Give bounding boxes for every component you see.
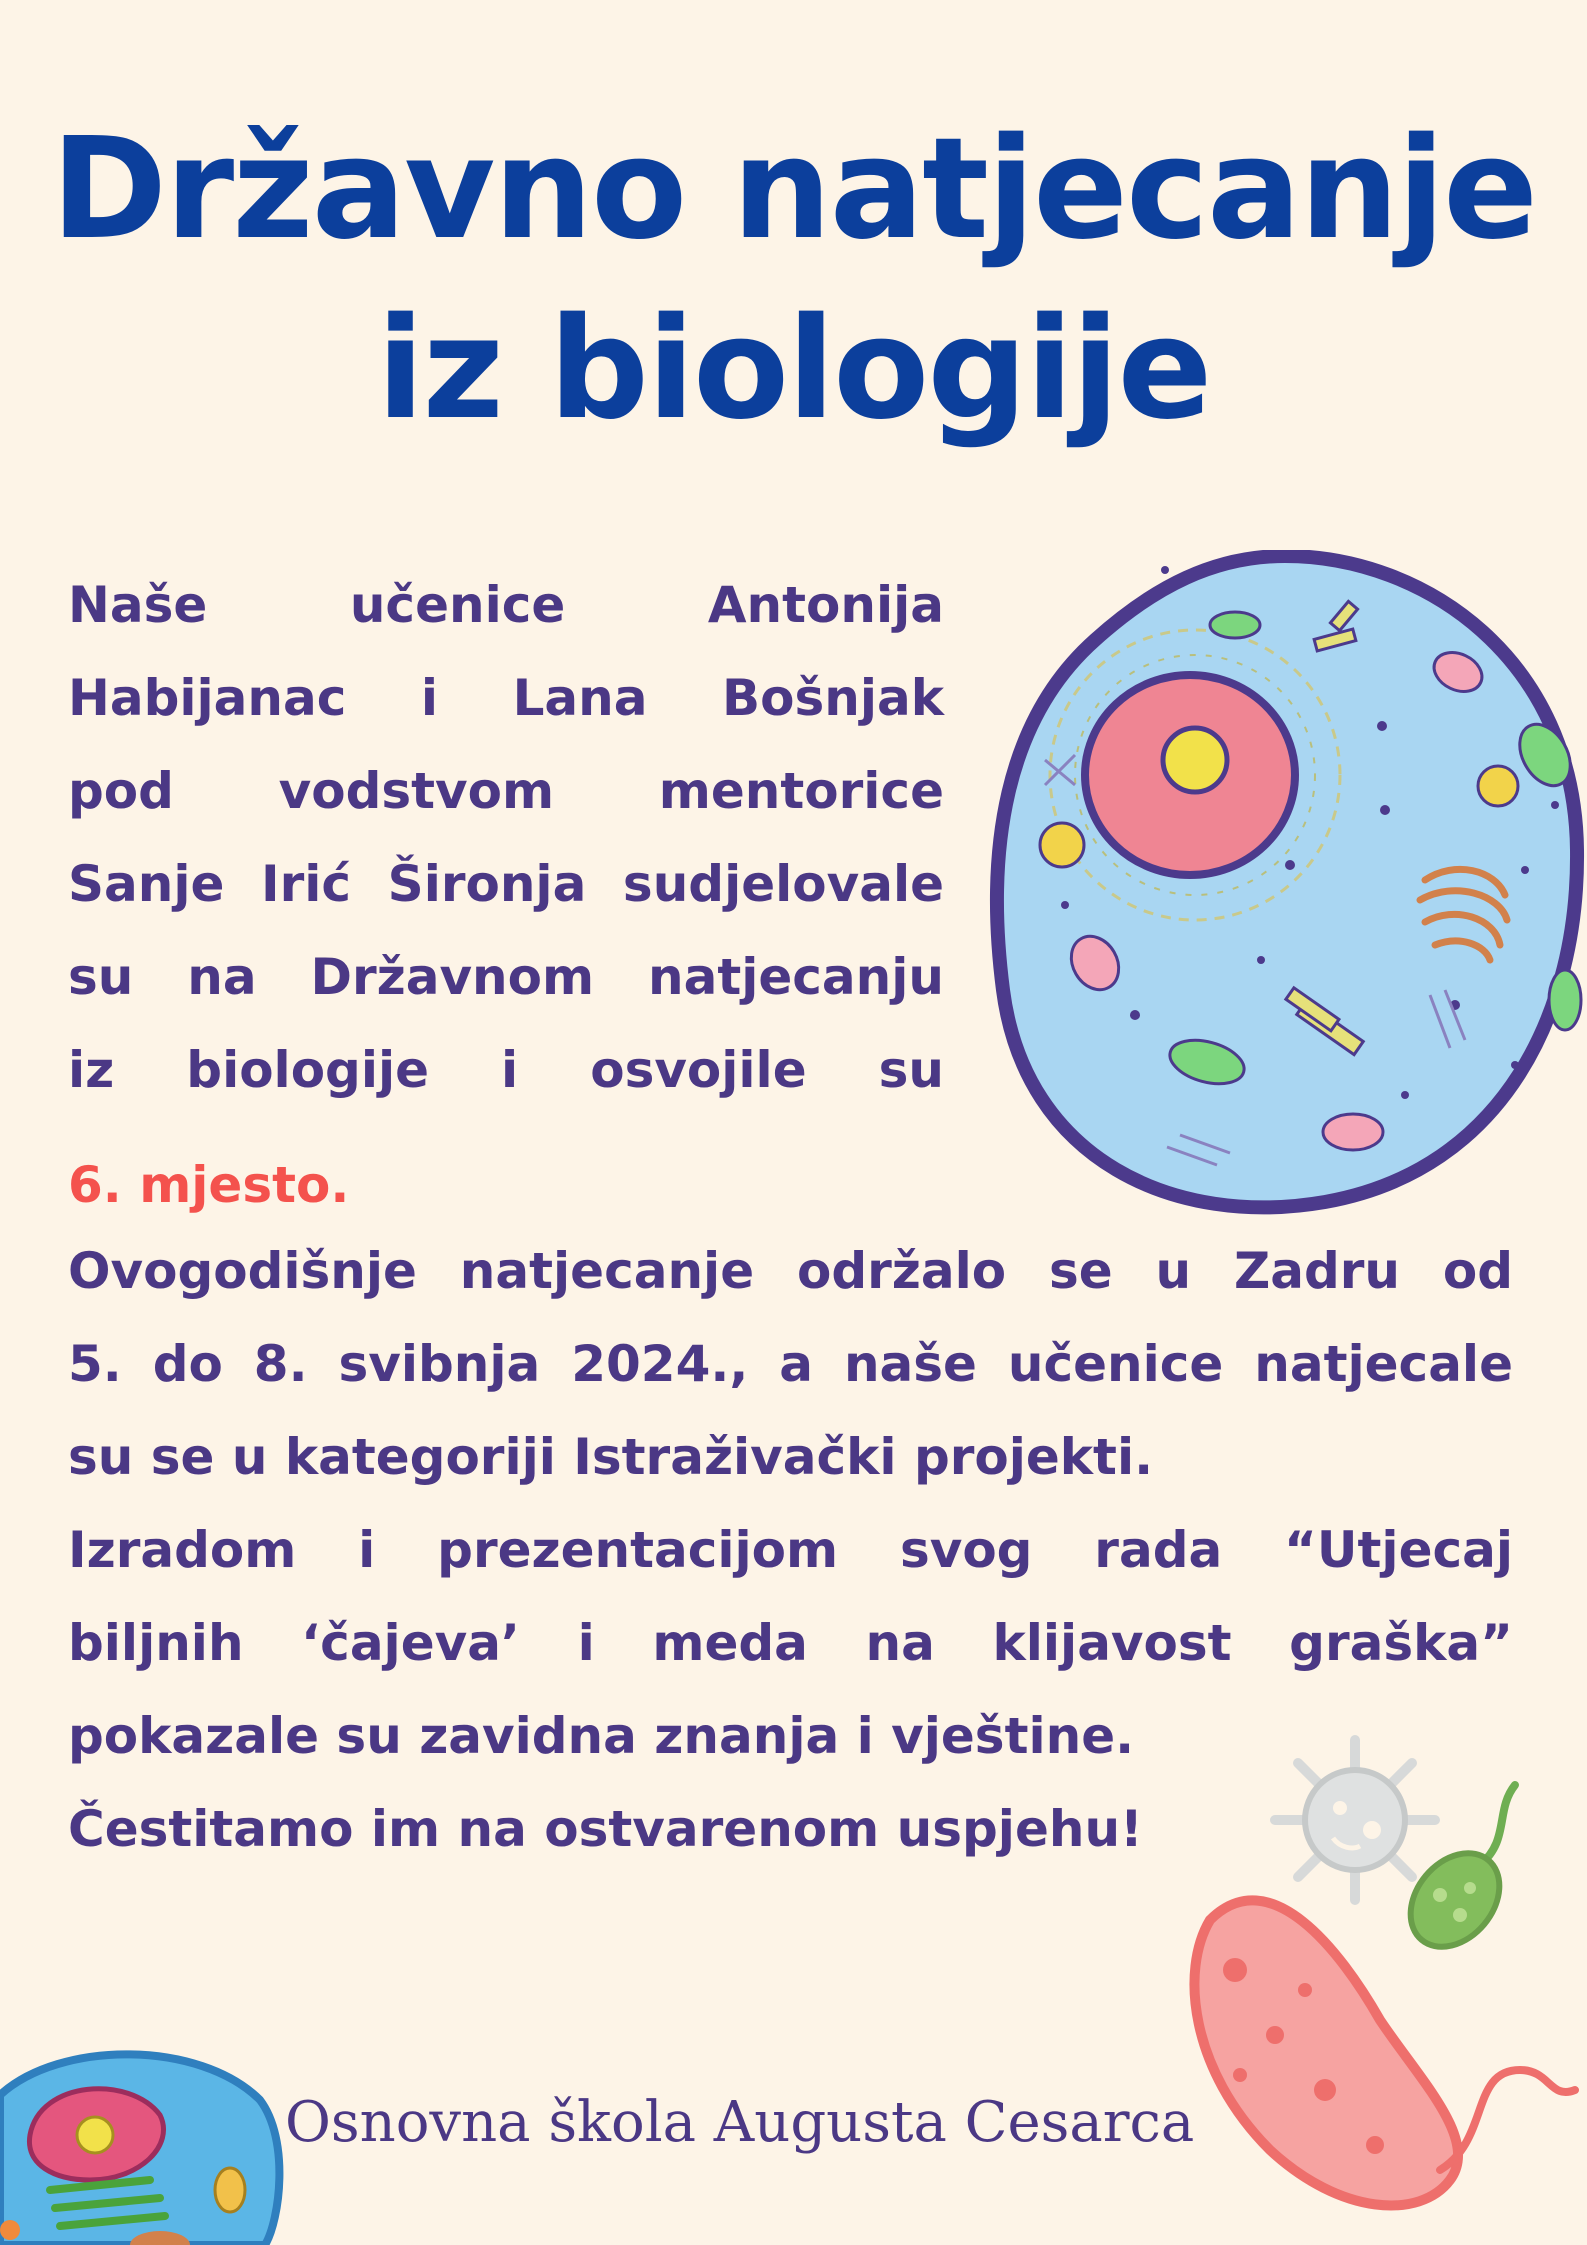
placement-highlight: 6. mjesto.	[68, 1156, 350, 1214]
animal-cell-icon	[985, 550, 1585, 1215]
intro-line: Sanje Irić Šironja sudjelovale	[68, 855, 944, 913]
body-line: pokazale su zavidna znanja i vještine.	[68, 1707, 1135, 1765]
intro-line: Naše učenice Antonija	[68, 576, 944, 634]
intro-line: iz biologije i osvojile su	[68, 1041, 944, 1099]
intro-paragraph	[68, 559, 944, 1117]
body-line: Čestitamo im na ostvarenom uspjehu!	[68, 1800, 1143, 1858]
page-title-line-1: Državno natjecanje	[50, 108, 1537, 271]
page-title-line-2: iz biologije	[376, 288, 1211, 451]
intro-line: pod vodstvom mentorice	[68, 762, 944, 820]
bacteria-icon	[1150, 1770, 1587, 2245]
body-line: biljnih ‘čajeva’ i meda na klijavost graška”	[68, 1614, 1513, 1672]
body-line: Izradom i prezentacijom svog rada “Utjecaj	[68, 1521, 1513, 1579]
body-line: su se u kategoriji Istraživački projekti.	[68, 1428, 1154, 1486]
body-line: Ovogodišnje natjecanje održalo se u Zadru od	[68, 1242, 1513, 1300]
cell-illustration-icon	[0, 2040, 285, 2245]
intro-line: Habijanac i Lana Bošnjak	[68, 669, 944, 727]
intro-line: su na Državnom natjecanju	[68, 948, 944, 1006]
body-line: 5. do 8. svibnja 2024., a naše učenice natjecale	[68, 1335, 1513, 1393]
school-name-footer: Osnovna škola Augusta Cesarca	[285, 2090, 1195, 2155]
